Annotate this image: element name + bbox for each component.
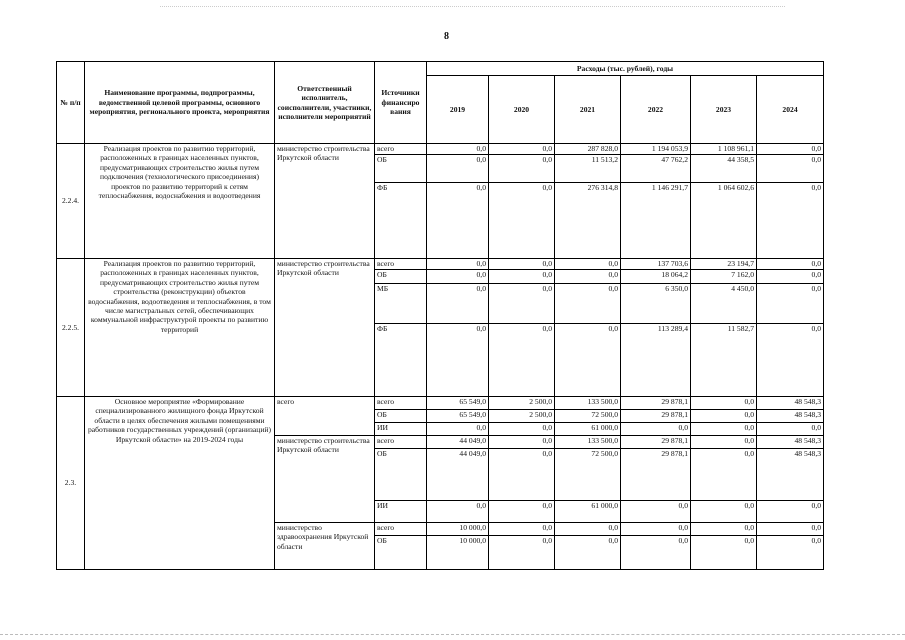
source-cell: ФБ — [375, 324, 427, 397]
source-cell: ИИ — [375, 423, 427, 436]
value-cell: 0,0 — [555, 324, 621, 397]
value-cell: 10 000,0 — [427, 523, 489, 536]
value-cell: 29 878,1 — [621, 436, 691, 449]
value-cell: 0,0 — [489, 259, 555, 270]
value-cell: 0,0 — [427, 501, 489, 523]
value-cell: 48 548,3 — [757, 410, 824, 423]
source-cell: всего — [375, 436, 427, 449]
row-responsible: всего — [275, 397, 375, 436]
value-cell: 276 314,8 — [555, 183, 621, 259]
value-cell: 18 064,2 — [621, 270, 691, 284]
value-cell: 0,0 — [427, 259, 489, 270]
value-cell: 7 162,0 — [691, 270, 757, 284]
scan-artifact-top — [160, 6, 785, 8]
table-row — [57, 144, 824, 155]
value-cell: 11 582,7 — [691, 324, 757, 397]
value-cell: 2 500,0 — [489, 397, 555, 410]
row-number: 2.3. — [57, 397, 85, 570]
header-year: 2023 — [691, 76, 757, 144]
row-responsible: министерство строительства Иркутской области — [275, 259, 375, 397]
value-cell: 0,0 — [691, 536, 757, 570]
value-cell: 61 000,0 — [555, 423, 621, 436]
value-cell: 0,0 — [555, 284, 621, 324]
value-cell: 29 878,1 — [621, 449, 691, 501]
source-cell: ФБ — [375, 183, 427, 259]
value-cell: 0,0 — [757, 501, 824, 523]
row-name: Реализация проектов по развитию территорий, расположенных в границах населенных пунктов, предусматривающих строительство жилья путем подключения (технологического присоединения) проектов по развитию территорий к сетям теплоснабжения, водоснабжения и водоотведения — [85, 144, 275, 259]
table-body — [57, 144, 824, 570]
value-cell: 0,0 — [427, 155, 489, 183]
value-cell: 0,0 — [691, 423, 757, 436]
header-year: 2020 — [489, 76, 555, 144]
value-cell: 0,0 — [757, 523, 824, 536]
value-cell: 0,0 — [555, 259, 621, 270]
source-cell: всего — [375, 523, 427, 536]
value-cell: 137 703,6 — [621, 259, 691, 270]
value-cell: 0,0 — [555, 536, 621, 570]
row-number: 2.2.5. — [57, 259, 85, 397]
value-cell: 29 878,1 — [621, 397, 691, 410]
value-cell: 0,0 — [489, 324, 555, 397]
source-cell: ОБ — [375, 449, 427, 501]
source-cell: МБ — [375, 284, 427, 324]
row-responsible: министерство строительства Иркутской области — [275, 144, 375, 259]
value-cell: 0,0 — [691, 410, 757, 423]
source-cell: ОБ — [375, 410, 427, 423]
value-cell: 72 500,0 — [555, 449, 621, 501]
value-cell: 133 500,0 — [555, 436, 621, 449]
row-name: Основное мероприятие «Формирование специализированного жилищного фонда Иркутской области в целях обеспечения жилыми помещениями работников государственных учреждений (организаций) Иркутской области» на 2019-2024 годы — [85, 397, 275, 570]
value-cell: 0,0 — [621, 536, 691, 570]
row-responsible: министерство здравоохранения Иркутской области — [275, 523, 375, 570]
header-name: Наименование программы, подпрограммы, ведомственной целевой программы, основного мероприятия, регионального проекта, мероприятия — [85, 62, 275, 144]
value-cell: 0,0 — [691, 501, 757, 523]
header-year: 2022 — [621, 76, 691, 144]
scan-artifact-bottom — [0, 634, 905, 636]
source-cell: ОБ — [375, 155, 427, 183]
source-cell: ОБ — [375, 270, 427, 284]
value-cell: 0,0 — [757, 155, 824, 183]
table-row — [57, 259, 824, 270]
value-cell: 0,0 — [621, 523, 691, 536]
value-cell: 44 049,0 — [427, 436, 489, 449]
value-cell: 6 350,0 — [621, 284, 691, 324]
value-cell: 0,0 — [489, 284, 555, 324]
value-cell: 0,0 — [621, 501, 691, 523]
value-cell: 0,0 — [621, 423, 691, 436]
value-cell: 0,0 — [757, 183, 824, 259]
value-cell: 44 358,5 — [691, 155, 757, 183]
value-cell: 0,0 — [757, 423, 824, 436]
header-year: 2024 — [757, 76, 824, 144]
value-cell: 23 194,7 — [691, 259, 757, 270]
value-cell: 0,0 — [757, 259, 824, 270]
value-cell: 0,0 — [691, 523, 757, 536]
value-cell: 65 549,0 — [427, 397, 489, 410]
value-cell: 1 064 602,6 — [691, 183, 757, 259]
value-cell: 0,0 — [489, 423, 555, 436]
value-cell: 1 108 961,1 — [691, 144, 757, 155]
source-cell: всего — [375, 397, 427, 410]
row-responsible: министерство строительства Иркутской области — [275, 436, 375, 523]
value-cell: 0,0 — [691, 449, 757, 501]
header-row-1 — [57, 62, 824, 76]
value-cell: 0,0 — [757, 270, 824, 284]
value-cell: 48 548,3 — [757, 449, 824, 501]
header-no: № п/п — [57, 62, 85, 144]
value-cell: 72 500,0 — [555, 410, 621, 423]
value-cell: 0,0 — [757, 324, 824, 397]
value-cell: 0,0 — [691, 436, 757, 449]
value-cell: 0,0 — [427, 324, 489, 397]
value-cell: 0,0 — [489, 270, 555, 284]
budget-table — [56, 61, 824, 570]
row-number: 2.2.4. — [57, 144, 85, 259]
value-cell: 0,0 — [757, 536, 824, 570]
value-cell: 0,0 — [427, 284, 489, 324]
value-cell: 10 000,0 — [427, 536, 489, 570]
header-year: 2021 — [555, 76, 621, 144]
value-cell: 2 500,0 — [489, 410, 555, 423]
value-cell: 47 762,2 — [621, 155, 691, 183]
value-cell: 65 549,0 — [427, 410, 489, 423]
header-year: 2019 — [427, 76, 489, 144]
header-expenses: Расходы (тыс. рублей), годы — [427, 62, 824, 76]
value-cell: 0,0 — [489, 536, 555, 570]
row-name: Реализация проектов по развитию территорий, расположенных в границах населенных пунктов, предусматривающих строительство жилья путем строительства (реконструкции) объектов водоснабжения, водоотведения и теплоснабжения, в том числе магистральных сетей, обеспечивающих коммунальной инфраструктурой проекты по развитию территорий — [85, 259, 275, 397]
value-cell: 1 146 291,7 — [621, 183, 691, 259]
value-cell: 133 500,0 — [555, 397, 621, 410]
value-cell: 0,0 — [427, 270, 489, 284]
value-cell: 4 450,0 — [691, 284, 757, 324]
value-cell: 0,0 — [427, 144, 489, 155]
value-cell: 11 513,2 — [555, 155, 621, 183]
source-cell: ОБ — [375, 536, 427, 570]
value-cell: 0,0 — [489, 155, 555, 183]
value-cell: 48 548,3 — [757, 436, 824, 449]
value-cell: 0,0 — [555, 523, 621, 536]
value-cell: 44 049,0 — [427, 449, 489, 501]
value-cell: 0,0 — [427, 423, 489, 436]
value-cell: 287 828,0 — [555, 144, 621, 155]
value-cell: 48 548,3 — [757, 397, 824, 410]
source-cell: всего — [375, 144, 427, 155]
value-cell: 0,0 — [489, 144, 555, 155]
value-cell: 0,0 — [489, 523, 555, 536]
value-cell: 0,0 — [489, 436, 555, 449]
value-cell: 0,0 — [427, 183, 489, 259]
value-cell: 0,0 — [489, 449, 555, 501]
value-cell: 113 289,4 — [621, 324, 691, 397]
value-cell: 61 000,0 — [555, 501, 621, 523]
header-responsible: Ответственный исполнитель, соисполнители, участники, исполнители мероприятий — [275, 62, 375, 144]
value-cell: 0,0 — [489, 501, 555, 523]
value-cell: 1 194 053,9 — [621, 144, 691, 155]
value-cell: 0,0 — [489, 183, 555, 259]
value-cell: 0,0 — [757, 144, 824, 155]
page-number: 8 — [444, 31, 449, 42]
value-cell: 0,0 — [757, 284, 824, 324]
source-cell: ИИ — [375, 501, 427, 523]
value-cell: 0,0 — [691, 397, 757, 410]
value-cell: 0,0 — [555, 270, 621, 284]
value-cell: 29 878,1 — [621, 410, 691, 423]
header-sources: Источники финансиро вания — [375, 62, 427, 144]
source-cell: всего — [375, 259, 427, 270]
table-row — [57, 397, 824, 410]
